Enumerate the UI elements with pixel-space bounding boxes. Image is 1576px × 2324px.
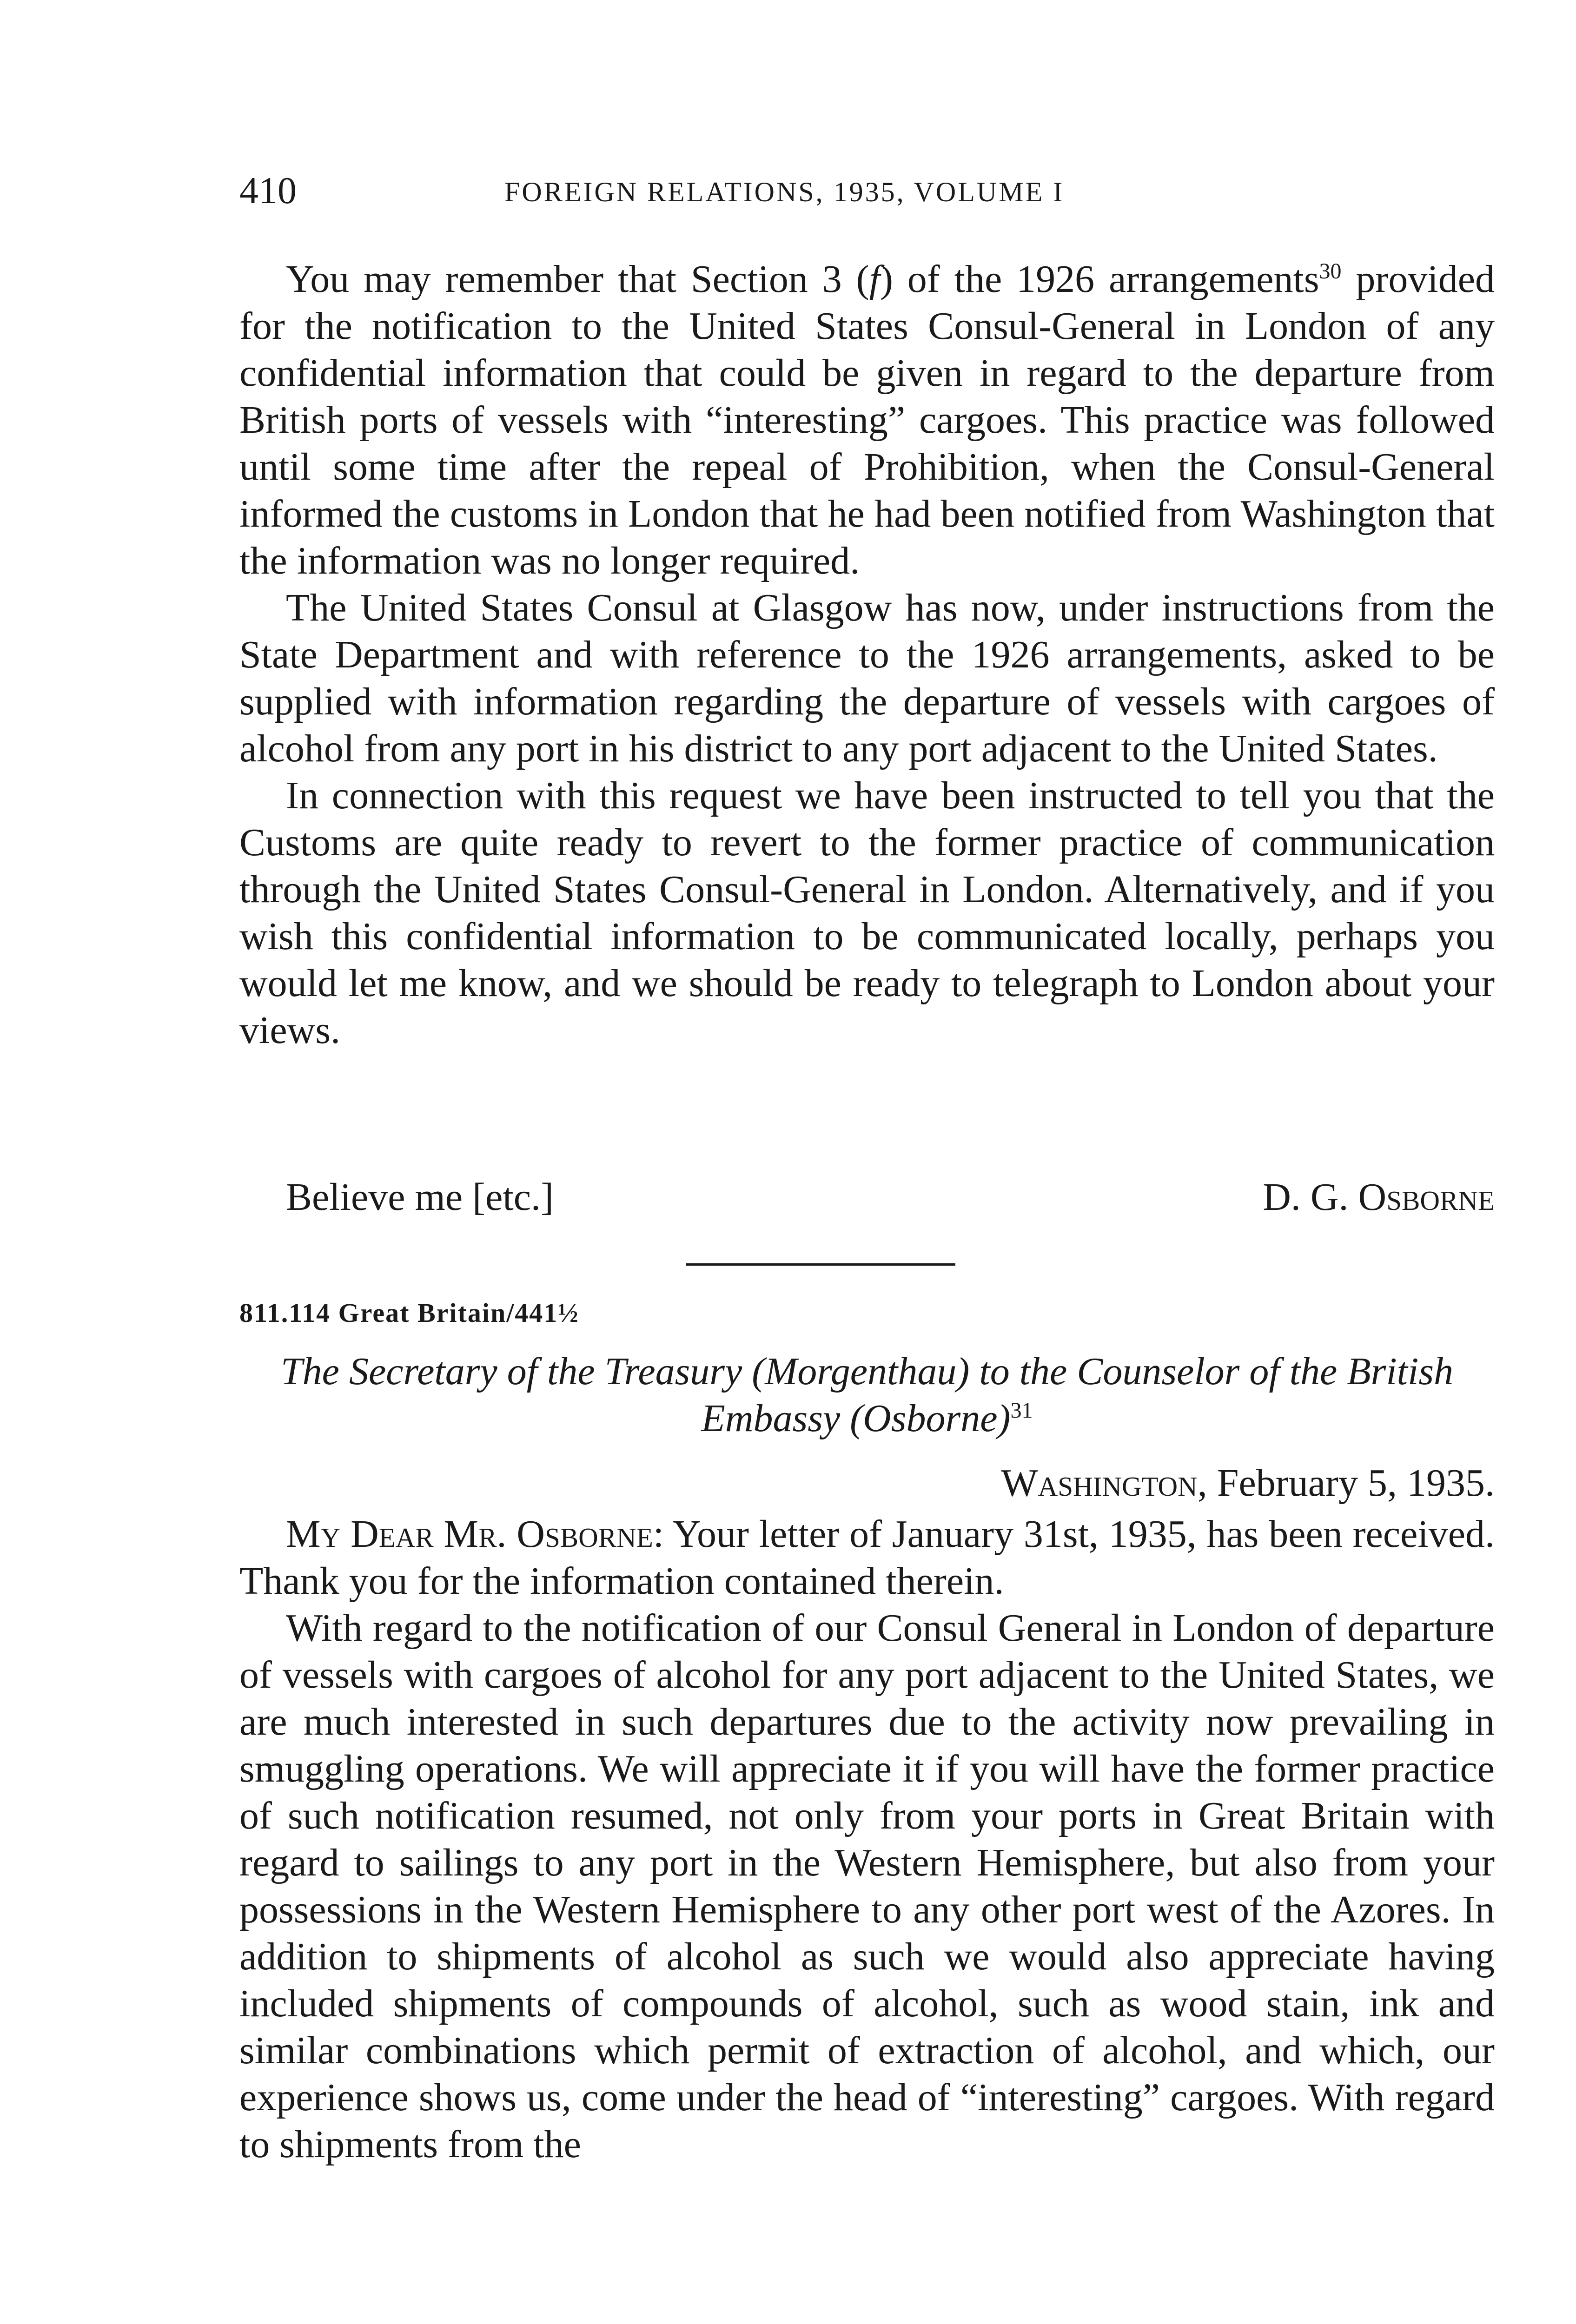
signature: D. G. Osborne <box>1263 1175 1495 1219</box>
running-head: FOREIGN RELATIONS, 1935, VOLUME I <box>504 177 1065 207</box>
dateline <box>239 1459 1495 1506</box>
paragraph <box>239 1511 1495 1604</box>
footnote-reference: 31 <box>1010 1398 1033 1423</box>
text-run-italic: f <box>869 257 880 301</box>
file-number: 811.114 Great Britain/441½ <box>239 1298 579 1328</box>
text-run: Your letter of January 31st, 1935, has been received. Thank you for the information contained therein. <box>239 1512 1495 1603</box>
paragraph: The United States Consul at Glasgow has now, under instructions from the State Department and with reference to the 1926 arrangements, asked to be supplied with information regarding the departure of vessels with cargoes of alcohol from any port in his district to any port adjacent to the United States. <box>239 586 1495 770</box>
paragraph: With regard to the notification of our Consul General in London of departure of vessels with cargoes of alcohol for any port adjacent to the United States, we are much interested in such departures due to the activity now prevailing in smuggling operations. We will appreciate it if you will have the former practice of such notification resumed, not only from your ports in Great Britain with regard to sailings to any port in the Western Hemisphere, but also from your possessions in the Western Hemisphere to any other port west of the Azores. In addition to shipments of alcohol as such we would also appreciate having included shipments of compounds of alcohol, such as wood stain, ink and similar combinations which permit of extraction of alcohol, and which, our experience shows us, come under the head of “interesting” cargoes. With regard to shipments from the <box>239 1606 1495 2166</box>
section-divider <box>686 1263 955 1266</box>
letter-osborne-body <box>239 256 1495 1054</box>
footnote-reference: 30 <box>1319 259 1342 284</box>
paragraph: In connection with this request we have been instructed to tell you that the Customs are quite ready to revert to the former practice of communication through the United States Consul-General in London. Alternatively, and if you wish this confidential information to be communicated locally, perhaps you would let me know, and we should be ready to telegraph to London about your views. <box>239 774 1495 1052</box>
text-run: provided for the notification to the United States Consul-General in London of any confidential information that could be given in regard to the departure from British ports of vessels with “interesting” cargoes. This practice was followed until some time after the repeal of Prohibition, when the Consul-General informed the customs in London that he had been notified from Washington that the information was no longer required. <box>239 257 1495 582</box>
heading-text: The Secretary of the Treasury (Morgenthau) to the Counselor of the British Embassy (Osborne) <box>280 1350 1454 1440</box>
closing-line: Believe me [etc.] <box>286 1175 554 1219</box>
page-number: 410 <box>239 169 297 211</box>
letter-morgenthau-body <box>239 1511 1495 2168</box>
text-run: You may remember that Section 3 ( <box>286 257 869 301</box>
text-run: ) of the 1926 arrangements <box>880 257 1319 301</box>
dateline-place: Washington <box>1001 1461 1198 1505</box>
document-heading <box>239 1348 1495 1442</box>
paragraph <box>239 256 1495 584</box>
dateline-date: , February 5, 1935. <box>1197 1461 1495 1505</box>
page-header <box>239 170 1495 211</box>
letter-signoff <box>239 1174 1495 1221</box>
salutation: My Dear Mr. Osborne: <box>286 1512 664 1556</box>
